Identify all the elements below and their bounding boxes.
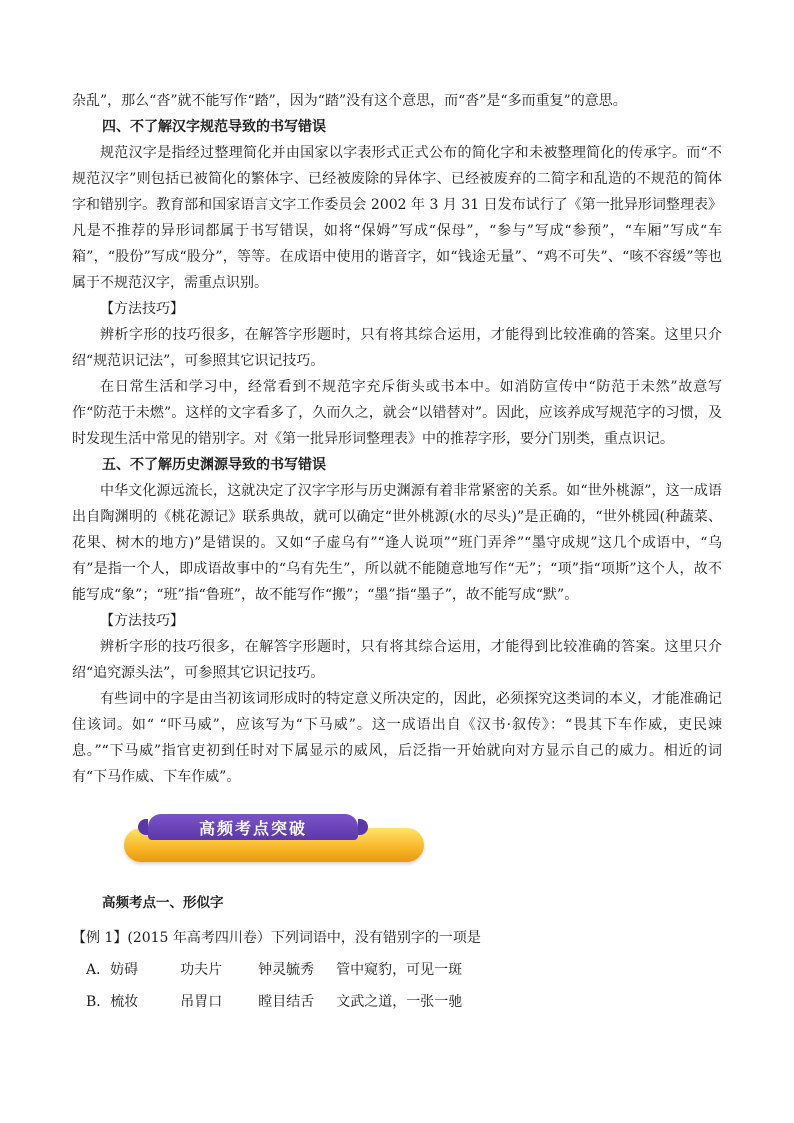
example-question: 【例 1】(2015 年高考四川卷）下列词语中，没有错别字的一项是: [72, 930, 481, 946]
banner-section: [72, 810, 722, 878]
option-letter: B．: [86, 994, 111, 1010]
option-letter: A．: [86, 962, 111, 978]
option-a: [86, 954, 722, 986]
section-heading-5: 五、不了解历史渊源导致的书写错误: [102, 457, 326, 473]
paragraph-origin: 有些词中的字是由当初该词形成时的特定意义所决定的，因此，必须探究这类词的本义，才能准确记住该词。如“ “吓马威”，应该写为“下马威”。这一成语出自《汉书·叙传》：“畏其下车作威，吏民竦息。”“下马威”指官吏初到任时对下属显示的威风，后泛指一开始就向对方显示自己的威力。相近的词有“下马作威、下车作威”。: [72, 691, 722, 785]
paragraph-history: 中华文化源远流长，这就决定了汉字字形与历史渊源有着非常紧密的关系。如“世外桃源”，这一成语出自陶渊明的《桃花源记》联系典故，就可以确定“世外桃源(水的尽头)”是正确的，“世外桃园(种蔬菜、花果、树木的地方)”是错误的。又如“子虚乌有”“逢人说项”“班门弄斧”“墨守成规”这几个成语中，“乌有”是指一个人，即成语故事中的“乌有先生”，所以就不能随意地写作“无”；“项”指“项斯”这个人，故不能写成“象”；“班”指“鲁班”，故不能写作“搬”；“墨”指“墨子”，故不能写成“默”。: [72, 483, 722, 603]
method-tip-label: 【方法技巧】: [100, 301, 184, 317]
document-page: [72, 88, 722, 1018]
option-b: [86, 986, 722, 1018]
option-word: 瞠目结舌: [258, 994, 315, 1010]
option-word: 吊胃口: [180, 994, 223, 1010]
paragraph-continuation: 杂乱”，那么“沓”就不能写作“踏”，因为“踏”没有这个意思，而“沓”是“多而重复”的意思。: [72, 93, 627, 109]
banner-title-box: [148, 814, 358, 840]
section-heading-4: 四、不了解汉字规范导致的书写错误: [102, 119, 326, 135]
option-word: 妨碍: [110, 962, 139, 978]
paragraph-daily-life: 在日常生活和学习中，经常看到不规范字充斥街头或书本中。如消防宣传中“防范于未然”故意写作“防范于未燃”。这样的文字看多了，久而久之，就会“以错替对”。因此，应该养成写规范字的习惯，及时发现生活中常见的错别字。对《第一批异形词整理表》中的推荐字形，要分门别类，重点识记。: [72, 379, 722, 447]
option-word: 钟灵毓秀: [258, 962, 315, 978]
subsection-title: 高频考点一、形似字: [102, 895, 224, 911]
banner-cap-left: [138, 819, 148, 835]
paragraph-method-1: 辨析字形的技巧很多，在解答字形题时，只有将其综合运用，才能得到比较准确的答案。这里只介绍“规范识记法”，可参照其它识记技巧。: [72, 327, 722, 369]
banner-title: 高频考点突破: [198, 818, 307, 838]
option-word: 管中窥豹，可见一斑: [336, 962, 463, 978]
method-tip-label-2: 【方法技巧】: [100, 613, 184, 629]
option-word: 梳妆: [110, 994, 139, 1010]
paragraph-method-2: 辨析字形的技巧很多，在解答字形题时，只有将其综合运用，才能得到比较准确的答案。这里只介绍“追究源头法”，可参照其它识记技巧。: [72, 639, 722, 681]
option-word: 文武之道，一张一驰: [336, 994, 463, 1010]
paragraph-standard-chars: 规范汉字是指经过整理简化并由国家以字表形式正式公布的简化字和未被整理简化的传承字。而“不规范汉字”则包括已被简化的繁体字、已经被废除的异体字、已经被废弃的二简字和乱造的不规范的简体字和错别字。教育部和国家语言文字工作委员会 2002 年 3 月 31 日发布试行了《第一批异形词整理表》凡是不推荐的异形词都属于书写错误，如将“保姆”写成“保母”，“参与”写成“参预”，“车厢”写成“车箱”，“股份”写成“股分”，等等。在成语中使用的谐音字，如“钱途无量”、“鸡不可失”、“咳不容缓”等也属于不规范汉字，需重点识别。: [72, 145, 722, 291]
option-word: 功夫片: [180, 962, 223, 978]
